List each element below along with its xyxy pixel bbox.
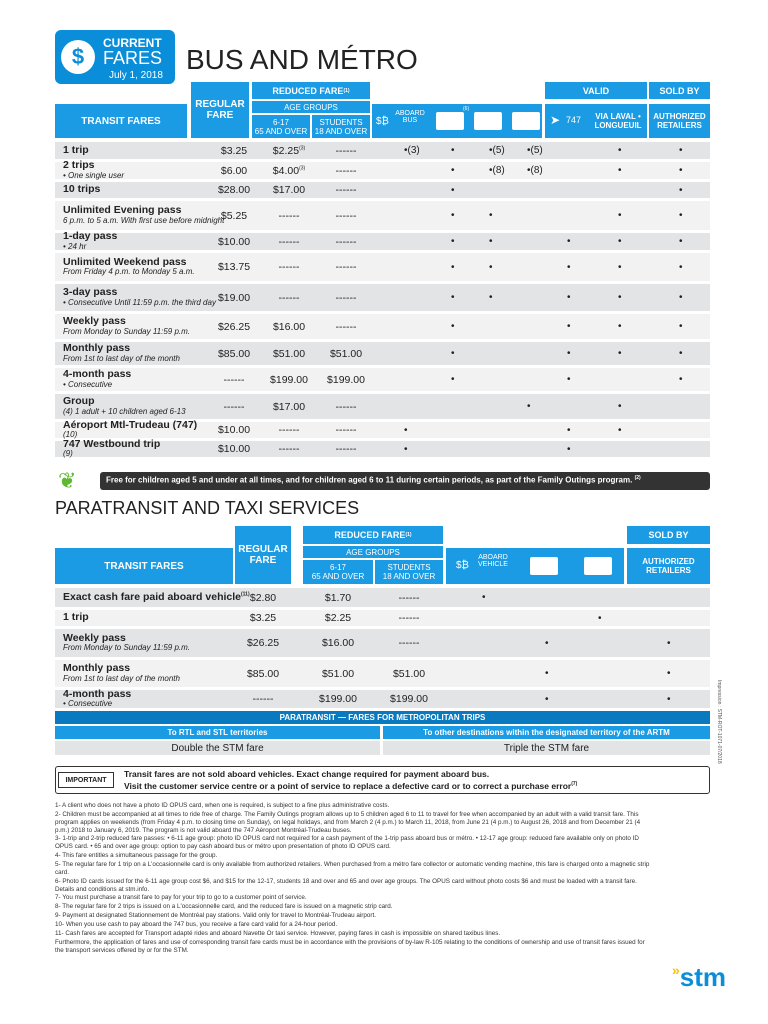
availability-dot: • xyxy=(618,261,622,273)
availability-dot: • xyxy=(489,210,493,221)
regular-fare: $28.00 xyxy=(217,184,251,196)
p-transit-header: TRANSIT FARES xyxy=(55,548,233,584)
students-fare: ------ xyxy=(335,144,357,157)
row-note: From 1st to last day of the month xyxy=(63,353,180,363)
table-row xyxy=(55,284,710,312)
regular-fare: $3.25 xyxy=(220,144,248,157)
availability-dot: • xyxy=(679,374,683,385)
reduced-sup: (3) xyxy=(299,165,306,171)
row-label xyxy=(63,689,131,709)
reduced-label: REDUCED FARE xyxy=(272,85,344,96)
availability-dot: • xyxy=(527,401,531,412)
row-label xyxy=(63,184,100,196)
arrow-747-icon: ➤ xyxy=(550,113,561,127)
family-label: Free for children aged 5 and under at all times, and for children aged 6 to 11 during certain periods, as part of the Family Outings program. xyxy=(106,475,633,485)
row-note: (9) xyxy=(63,449,73,459)
row-label xyxy=(63,633,190,653)
row-title: Unlimited Weekend pass xyxy=(63,255,187,268)
availability-dot: • xyxy=(489,292,493,303)
availability-dot: • xyxy=(618,165,622,176)
badge-date: July 1, 2018 xyxy=(109,70,163,81)
row-label xyxy=(63,231,117,251)
row-label xyxy=(63,439,160,459)
regular-fare: $2.80 xyxy=(249,591,277,604)
reduced-6-17: ------ xyxy=(278,291,300,304)
table-row xyxy=(55,610,710,627)
row-title: 4-month pass xyxy=(63,368,132,381)
table-row xyxy=(55,182,710,199)
availability-dot: • xyxy=(598,612,602,624)
row-label xyxy=(63,160,124,180)
row-title: 4-month pass xyxy=(63,687,132,700)
transit-fares-header: TRANSIT FARES xyxy=(55,104,187,138)
table-row xyxy=(55,142,710,160)
availability-dot: • xyxy=(489,236,493,247)
students-fare: ------ xyxy=(335,291,357,304)
p-card-icon xyxy=(584,557,612,575)
footnote: 7- You must purchase a transit fare to pay for your trip to go to a customer point of service. xyxy=(55,894,307,902)
row-title: 1 trip xyxy=(63,143,89,156)
availability-dot: • xyxy=(451,261,455,273)
metro-val1: Double the STM fare xyxy=(55,741,380,755)
regular-fare: $6.00 xyxy=(220,164,248,177)
row-label xyxy=(63,663,180,683)
row-note: • Consecutive Until 11:59 p.m. the third day xyxy=(63,297,216,307)
availability-dot: • xyxy=(679,165,683,176)
table-row xyxy=(55,201,710,231)
reduced-6-17: ------ xyxy=(278,424,300,436)
row-label xyxy=(63,396,186,416)
p-aboard-icon: $₿ xyxy=(456,560,469,571)
label-747: 747 xyxy=(566,115,582,125)
students-fare: ------ xyxy=(335,320,357,333)
stm-chevron-icon: » xyxy=(672,962,680,978)
p-students xyxy=(375,560,443,584)
fares-badge xyxy=(55,30,175,84)
table-row xyxy=(55,253,710,282)
family-text xyxy=(106,475,706,485)
row-label xyxy=(63,343,180,363)
availability-dot: • xyxy=(567,236,571,247)
footnote: 4- This fare entitles a simultaneous passage for the group. xyxy=(55,852,218,860)
availability-dot: • xyxy=(679,261,683,273)
row-title: 747 Westbound trip xyxy=(63,437,161,450)
row-label xyxy=(63,257,195,277)
students-fare: ------ xyxy=(398,637,420,649)
availability-dot: • xyxy=(567,348,571,359)
table-row xyxy=(55,687,710,709)
row-note: From 1st to last day of the month xyxy=(63,673,180,683)
opus-sup: (6) xyxy=(463,106,470,112)
reduced-6-17: ------ xyxy=(278,443,300,455)
row-title: 1 trip xyxy=(63,611,89,624)
metro-col2: To other destinations within the designated territory of the ARTM xyxy=(383,726,710,739)
age-groups-header: AGE GROUPS xyxy=(252,101,370,113)
availability-dot: • xyxy=(679,292,683,303)
availability-dot: • xyxy=(404,443,408,455)
table-row xyxy=(55,418,710,440)
footnote: 6- Photo ID cards issued for the 6-11 age group cost $6, and $15 for the 12-17, students 18 and over and 65 and over age groups. The OPUS card without photo costs $6 and must be loaded with a transit fare. Details and conditions at stm.info. xyxy=(55,877,637,893)
availability-dot: • xyxy=(618,401,622,412)
table-row xyxy=(55,368,710,392)
students-fare: ------ xyxy=(398,591,420,604)
regular-fare: ------ xyxy=(223,373,245,386)
availability-dot: • xyxy=(679,321,683,332)
availability-dot: • xyxy=(451,184,455,196)
reduced-6-17: $51.00 xyxy=(321,667,355,680)
availability-dot: • xyxy=(618,292,622,303)
students-fare: ------ xyxy=(335,209,357,222)
row-label xyxy=(63,369,131,389)
page-title: BUS AND MÉTRO xyxy=(186,44,418,75)
table-row xyxy=(55,437,710,459)
students-fare: $51.00 xyxy=(392,667,426,680)
students-fare: ------ xyxy=(335,400,357,413)
regular-fare: ------ xyxy=(223,400,245,413)
row-note: • Consecutive xyxy=(63,379,113,389)
row-title: Monthly pass xyxy=(63,342,131,355)
availability-dot: • xyxy=(567,424,571,436)
table-row xyxy=(55,342,710,366)
table-row xyxy=(55,230,710,251)
p-reduced-header xyxy=(303,526,443,544)
availability-dot: • xyxy=(679,210,683,221)
availability-dot: • xyxy=(451,236,455,247)
important-l2: Visit the customer service centre or a point of service to replace a defective card or to correct a purchase error xyxy=(124,781,572,791)
reduced-sup: (3) xyxy=(299,145,306,151)
row-title: 2 trips xyxy=(63,159,95,172)
regular-fare: $5.25 xyxy=(220,209,248,222)
availability-dot: • xyxy=(567,443,571,455)
reduced-6-17: $51.00 xyxy=(272,347,306,360)
row-title: Monthly pass xyxy=(63,662,131,675)
students-fare: $199.00 xyxy=(390,693,428,705)
row-sup: (11) xyxy=(241,591,250,598)
aboard-bus-icon: $₿ xyxy=(376,116,389,127)
badge-fares: FARES xyxy=(103,48,163,68)
badge-current: CURRENT xyxy=(103,36,162,50)
stm-logo xyxy=(672,962,726,993)
important-line1: Transit fares are not sold aboard vehicles. Exact change required for payment aboard bus. xyxy=(124,769,490,779)
availability-dot: • xyxy=(667,668,671,679)
availability-dot: •(8) xyxy=(527,165,543,176)
sold-by-header: SOLD BY xyxy=(649,82,710,99)
regular-fare: $26.25 xyxy=(217,320,251,333)
row-title: Exact cash fare paid aboard vehicle$^{(11)}$ xyxy=(63,590,250,603)
side-print-note: Impression : STM-ROT-1071-07/2018 xyxy=(716,680,722,764)
reduced-6-17: $2.25$^{(3)}$ xyxy=(272,144,306,157)
availability-dot: • xyxy=(545,668,549,679)
students-fare: ------ xyxy=(335,164,357,177)
regular-fare: ------ xyxy=(252,693,274,705)
valid-header: VALID xyxy=(545,82,647,99)
row-label xyxy=(63,287,216,307)
reduced-6-17: $4.00$^{(3)}$ xyxy=(272,164,306,177)
regular-fare: $10.00 xyxy=(217,235,251,248)
availability-dot: • xyxy=(667,637,671,649)
availability-dot: • xyxy=(545,637,549,649)
regular-fare: $13.75 xyxy=(217,261,251,273)
students-fare: $199.00 xyxy=(327,373,365,386)
availability-dot: • xyxy=(567,292,571,303)
row-note: • Consecutive xyxy=(63,699,113,709)
availability-dot: •(3) xyxy=(404,145,420,156)
footnote: 8- The regular fare for 2 trips is issued on a L'occasionnelle card, and the reduced fare is issued on a magnetic strip card. xyxy=(55,903,393,911)
footnote: 1- A client who does not have a photo ID OPUS card, when one is required, is subject to a fine plus administrative costs. xyxy=(55,802,390,809)
availability-dot: • xyxy=(451,374,455,385)
stud: STUDENTS xyxy=(319,117,363,127)
important-line2 xyxy=(124,781,577,791)
footnote: 3- 1-trip and 2-trip reduced fare passes: • 6-11 age group: photo ID OPUS card not required for a cash payment of the 1-trip pass aboard bus or métro. • 12-17 age group: reduced fare available only on photo ID OPUS card. • 65 and over age group: option to pay cash aboard bus or métro upon presentation of photo ID OPUS card. xyxy=(55,835,639,851)
row-title: Weekly pass xyxy=(63,315,126,328)
availability-dot: • xyxy=(567,374,571,385)
regular-fare: $3.25 xyxy=(249,612,277,624)
p-age-header: AGE GROUPS xyxy=(303,546,443,558)
availability-dot: • xyxy=(667,693,671,705)
metro-col1: To RTL and STL territories xyxy=(55,726,380,739)
students-fare: $51.00 xyxy=(329,347,363,360)
table-row xyxy=(55,660,710,688)
row-note: From Monday to Sunday 11:59 p.m. xyxy=(63,643,191,653)
row-title: 3-day pass xyxy=(63,286,118,299)
laval-label: VIA LAVAL • LONGUEUIL xyxy=(594,112,642,130)
reduced-6-17: $199.00 xyxy=(319,693,357,705)
p-a65: 65 AND OVER xyxy=(311,572,365,581)
availability-dot: • xyxy=(567,261,571,273)
regular-header: REGULAR FARE xyxy=(191,82,249,138)
metro-val2: Triple the STM fare xyxy=(383,741,710,755)
table-row xyxy=(55,629,710,658)
row-title: Unlimited Evening pass xyxy=(63,204,182,217)
footnote: 11- Cash fares are accepted for Transport adapté rides and aboard Navette Or taxi service. However, paying fares in cash is impossible on shared taxibus lines. xyxy=(55,929,501,937)
reduced-6-17: ------ xyxy=(278,235,300,248)
metro-title: PARATRANSIT — FARES FOR METROPOLITAN TRIPS xyxy=(55,711,710,724)
reduced-6-17: ------ xyxy=(278,261,300,273)
row-label xyxy=(63,205,224,225)
age-6-17 xyxy=(252,115,310,138)
table-row xyxy=(55,314,710,340)
students-header xyxy=(312,115,370,138)
availability-dot: • xyxy=(451,145,455,156)
row-label xyxy=(63,145,89,157)
reduced-header xyxy=(252,82,370,99)
availability-dot: • xyxy=(489,261,493,273)
reduced-6-17: $16.00 xyxy=(272,320,306,333)
availability-dot: • xyxy=(618,210,622,221)
availability-dot: • xyxy=(451,321,455,332)
students-fare: ------ xyxy=(335,261,357,273)
row-title: Weekly pass xyxy=(63,631,126,644)
table-row xyxy=(55,588,710,608)
reduced-sup: (1) xyxy=(343,87,350,94)
important-tag: IMPORTANT xyxy=(58,772,114,788)
regular-fare: $10.00 xyxy=(217,443,251,455)
opus-card-icon xyxy=(436,112,464,130)
p-a617: 6-17 xyxy=(329,563,346,572)
p-stud: STUDENTS xyxy=(387,563,431,572)
family-icon: ❦ xyxy=(58,468,77,493)
availability-dot: • xyxy=(618,424,622,436)
availability-dot: • xyxy=(618,348,622,359)
footnote: 9- Payment at designated Stationnement de Montréal pay stations. Valid only for travel to Montréal-Trudeau airport. xyxy=(55,912,376,920)
section-title-paratransit: PARATRANSIT AND TAXI SERVICES xyxy=(55,498,360,518)
students-fare: ------ xyxy=(335,424,357,436)
footnotes xyxy=(55,802,655,955)
magnetic-card-icon xyxy=(512,112,540,130)
students-fare: ------ xyxy=(335,184,357,196)
availability-dot: •(5) xyxy=(489,145,505,156)
p-opus-icon xyxy=(530,557,558,575)
reduced-6-17: $17.00 xyxy=(272,400,306,413)
important-sup: (7) xyxy=(571,781,578,788)
availability-dot: • xyxy=(679,184,683,196)
table-row xyxy=(55,159,710,180)
row-title: 1-day pass xyxy=(63,230,118,243)
dollar-icon: $ xyxy=(61,40,95,74)
stm-logo-text: stm xyxy=(679,962,727,992)
reduced-6-17: $1.70 xyxy=(324,591,352,604)
footnote: 5- The regular fare for 1 trip on a L'occasionnelle card is only available from authorized retailers. When purchased from a métro fare collector or automatic vending machine, this fare is charged onto a magnetic strip card. xyxy=(55,861,650,876)
availability-dot: • xyxy=(545,693,549,705)
reduced-6-17: $199.00 xyxy=(270,373,308,386)
availability-dot: • xyxy=(404,424,408,436)
availability-dot: • xyxy=(451,210,455,221)
regular-fare: $19.00 xyxy=(217,291,251,304)
aboard-bus-label: ABOARD BUS xyxy=(395,110,425,124)
p-age-6-17 xyxy=(303,560,373,584)
regular-fare: $85.00 xyxy=(217,347,251,360)
stud18: 18 AND OVER xyxy=(314,126,368,136)
availability-dot: • xyxy=(618,321,622,332)
reduced-6-17: $2.25 xyxy=(324,612,352,624)
availability-dot: • xyxy=(679,348,683,359)
p-reduced-label: REDUCED FARE xyxy=(334,530,406,540)
family-sup: (2) xyxy=(634,475,641,481)
p-stud18: 18 AND OVER xyxy=(382,572,436,581)
availability-dot: • xyxy=(482,592,486,603)
availability-dot: • xyxy=(451,292,455,303)
reduced-6-17: ------ xyxy=(278,209,300,222)
students-fare: ------ xyxy=(335,443,357,455)
footnote: 2- Children must be accompanied at all times to ride free of charge. The Family Outings program allows up to 5 children aged 6 to 11 to travel for free when accompanied by an adult with a valid transit fare. This program applies on weekends (from Friday 4 p.m. to closing time on Sunday), on legal holidays, and from March 2 (4 p.m.) to March 11, 2018, from June 21 (4 p.m.) to August 26, 2018 and from December 21 (4 p.m.) 2018 to January 6, 2019. The program is not valid aboard the 747 Aéroport Montréal-Trudeau buses. xyxy=(55,810,641,834)
row-label xyxy=(63,316,190,336)
p-reduced-sup: (1) xyxy=(405,532,412,538)
row-note: From Friday 4 p.m. to Monday 5 a.m. xyxy=(63,267,195,277)
row-note: • 24 hr xyxy=(63,241,87,251)
row-label xyxy=(63,592,250,604)
reduced-6-17: $16.00 xyxy=(321,637,355,649)
regular-fare: $85.00 xyxy=(246,667,280,680)
students-fare: ------ xyxy=(335,235,357,248)
availability-dot: • xyxy=(567,321,571,332)
row-title: Group xyxy=(63,395,95,408)
footnote: Furthermore, the application of fares and use of corresponding transit fare cards must be in accordance with the provisions of by-law R-105 relating to the conditions of ownership and use of transit fares issued for the transport services offered by or for the STM. xyxy=(55,938,645,954)
availability-dot: • xyxy=(618,236,622,247)
row-note: (4) 1 adult + 10 children aged 6-13 xyxy=(63,406,186,416)
retailers-header: AUTHORIZED RETAILERS xyxy=(649,104,710,138)
availability-dot: • xyxy=(451,348,455,359)
availability-dot: • xyxy=(679,145,683,156)
footnote: 10- When you use cash to pay aboard the 747 bus, you receive a fare card valid for a 24-hour period. xyxy=(55,921,338,929)
row-note: (10) xyxy=(63,430,78,440)
p-retailers: AUTHORIZED RETAILERS xyxy=(627,548,710,584)
reduced-6-17: $17.00 xyxy=(272,184,306,196)
row-note: • One single user xyxy=(63,170,125,180)
regular-fare: $26.25 xyxy=(246,637,280,649)
occasionnelle-icon xyxy=(474,112,502,130)
p-regular-header: REGULAR FARE xyxy=(235,526,291,584)
regular-fare: $10.00 xyxy=(217,424,251,436)
p-aboard-label: ABOARD VEHICLE xyxy=(478,554,508,568)
availability-dot: • xyxy=(618,145,622,156)
availability-dot: • xyxy=(451,165,455,176)
availability-dot: •(5) xyxy=(527,145,543,156)
row-label xyxy=(63,612,89,624)
table-row xyxy=(55,394,710,420)
availability-dot: • xyxy=(679,236,683,247)
row-title: Aéroport Mtl-Trudeau (747) xyxy=(63,418,198,431)
a65: 65 AND OVER xyxy=(254,126,308,136)
row-title: 10 trips xyxy=(63,183,101,196)
a617: 6-17 xyxy=(272,117,289,127)
availability-dot: •(8) xyxy=(489,165,505,176)
row-note: 6 p.m. to 5 a.m. With first use before midnight xyxy=(63,215,225,225)
p-sold-header: SOLD BY xyxy=(627,526,710,544)
students-fare: ------ xyxy=(398,612,420,624)
row-note: From Monday to Sunday 11:59 p.m. xyxy=(63,326,191,336)
